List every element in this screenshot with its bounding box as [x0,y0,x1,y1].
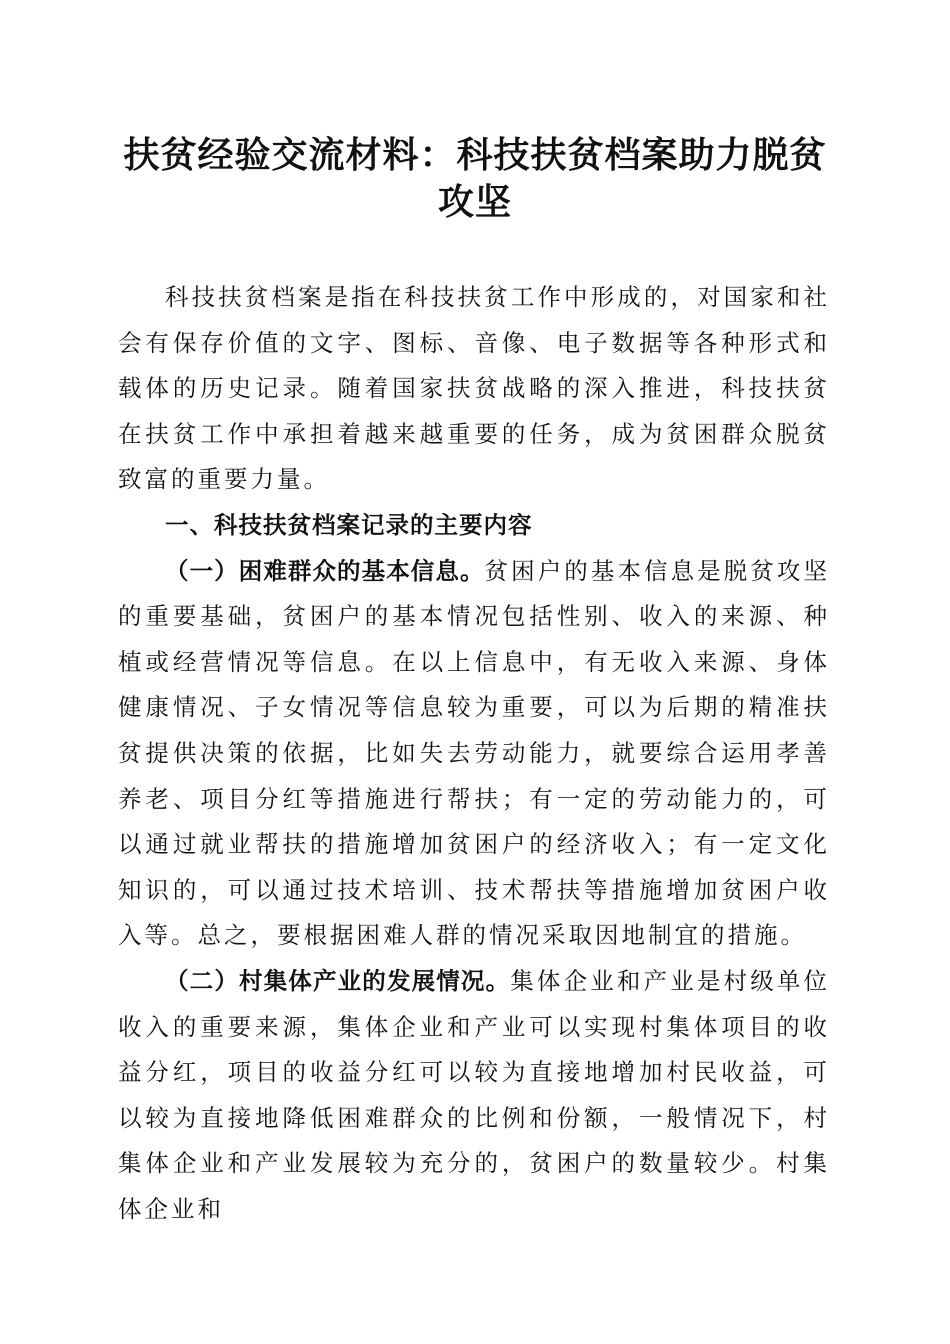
paragraph-item-1 [118,549,830,959]
item-2-text: 集体企业和产业是村级单位收入的重要来源，集体企业和产业可以实现村集体项目的收益分红，项目的收益分红可以较为直接地增加村民收益，可以较为直接地降低困难群众的比例和份额，一般情况下，村集体企业和产业发展较为充分的，贫困户的数量较少。村集体企业和 [118,966,831,1223]
section-heading: 一、科技扶贫档案记录的主要内容 [165,510,533,539]
intro-paragraph: 科技扶贫档案是指在科技扶贫工作中形成的，对国家和社会有保存价值的文字、图标、音像、电子数据等各种形式和载体的历史记录。随着国家扶贫战略的深入推进，科技扶贫在扶贫工作中承担着越来越重要的任务，成为贫困群众脱贫致富的重要力量。 [118,283,830,494]
item-1-text: 贫困户的基本信息是脱贫攻坚的重要基础，贫困户的基本情况包括性别、收入的来源、种植或经营情况等信息。在以上信息中，有无收入来源、身体健康情况、子女情况等信息较为重要，可以为后期的精准扶贫提供决策的依据，比如失去劳动能力，就要综合运用孝善养老、项目分红等措施进行帮扶；有一定的劳动能力的，可以通过就业帮扶的措施增加贫困户的经济收入；有一定文化知识的，可以通过技术培训、技术帮扶等措施增加贫困户收入等。总之，要根据困难人群的情况采取因地制宜的措施。 [118,556,831,950]
document-body [118,275,830,1232]
paragraph-item-2 [118,959,830,1233]
document-title: 扶贫经验交流材料：科技扶贫档案助力脱贫攻坚 [123,134,827,223]
item-2-lead: （二）村集体产业的发展情况。 [165,966,511,995]
item-1-lead: （一）困难群众的基本信息。 [165,556,485,585]
